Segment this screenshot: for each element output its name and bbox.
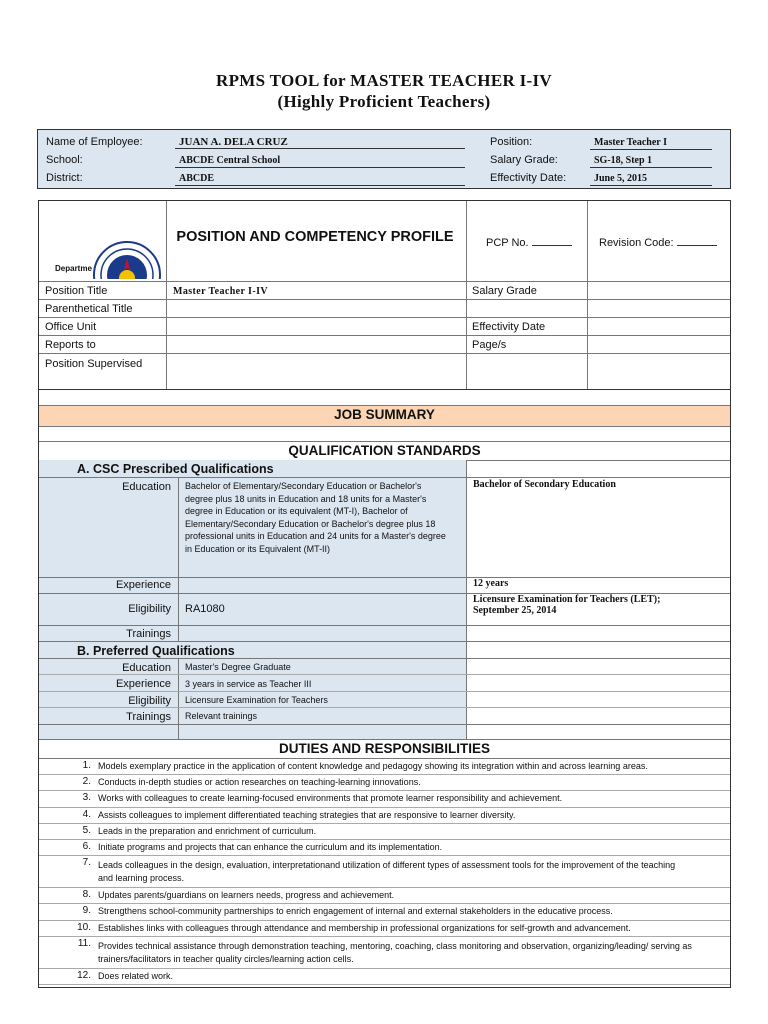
document-subtitle: (Highly Proficient Teachers): [277, 92, 491, 111]
department-text-partial: Departme: [55, 264, 92, 273]
preferred-eligibility-label: Eligibility: [128, 695, 171, 707]
revision-code-field[interactable]: [677, 245, 717, 246]
duty-item: Models exemplary practice in the application of content knowledge and pedagogy showing its integration within and across learning areas.: [98, 761, 648, 771]
employee-name-field[interactable]: JUAN A. DELA CRUZ: [175, 136, 465, 149]
school-field[interactable]: ABCDE Central School: [175, 155, 465, 168]
district-field[interactable]: ABCDE: [175, 173, 465, 186]
preferred-education-value: Master's Degree Graduate: [185, 662, 291, 672]
pcp-number-label: PCP No.: [486, 237, 572, 249]
preferred-trainings-value: Relevant trainings: [185, 711, 258, 721]
csc-eligibility-label: Eligibility: [128, 603, 171, 615]
duty-number: 12.: [77, 969, 91, 981]
csc-qualifications-heading: A. CSC Prescribed Qualifications: [77, 462, 274, 476]
csc-eligibility-value: RA1080: [185, 603, 225, 615]
duty-number: 6.: [82, 841, 91, 852]
duties-heading: DUTIES AND RESPONSIBILITIES: [278, 741, 491, 756]
duty-number: 7.: [82, 857, 91, 869]
effectivity-date-label: Effectivity Date:: [490, 172, 567, 184]
position-title-value: Master Teacher I-IV: [173, 286, 268, 297]
profile-heading: POSITION AND COMPETENCY PROFILE: [176, 229, 454, 245]
preferred-experience-value: 3 years in service as Teacher III: [185, 679, 312, 689]
duty-item: Strengthens school-community partnerships to enrich engagement of internal and external stakeholders in the educative process.: [98, 906, 613, 917]
preferred-trainings-label: Trainings: [126, 711, 171, 723]
preferred-education-label: Education: [122, 662, 171, 674]
duty-number: 1.: [82, 760, 91, 771]
duty-item: Assists colleagues to implement differentiated teaching strategies that are responsive to learner diversity.: [98, 809, 516, 820]
duty-number: 3.: [82, 792, 91, 804]
position-field[interactable]: Master Teacher I: [590, 137, 712, 150]
duty-number: 11.: [77, 937, 91, 949]
school-label: School:: [46, 154, 83, 166]
duty-item: Initiate programs and projects that can enhance the curriculum and its implementation.: [98, 842, 443, 852]
preferred-experience-label: Experience: [115, 678, 171, 690]
duty-number: 5.: [82, 824, 91, 836]
job-summary-heading: JOB SUMMARY: [334, 407, 435, 422]
csc-eligibility-actual: Licensure Examination for Teachers (LET); September 25, 2014: [473, 594, 661, 616]
pcp-number-field[interactable]: [532, 245, 572, 246]
parenthetical-title-label: Parenthetical Title: [45, 303, 133, 315]
duty-number: 9.: [82, 905, 91, 917]
duty-item: Establishes links with colleagues through attendance and membership in professional organizations for self-growth and advancement.: [98, 922, 631, 933]
duty-number: 4.: [82, 808, 91, 820]
position-label: Position:: [490, 136, 533, 148]
revision-code-label: Revision Code:: [599, 237, 717, 249]
duty-item: Leads colleagues in the design, evaluation, interpretationand utilization of different types of assessment tools for the improvement of the teaching and learning process.: [98, 860, 676, 884]
salary-grade-row-label: Salary Grade: [472, 285, 537, 297]
district-label: District:: [46, 172, 83, 184]
document-title: RPMS TOOL for MASTER TEACHER I-IV: [216, 71, 552, 90]
csc-education-requirement: Bachelor of Elementary/Secondary Education or Bachelor's degree plus 18 units in Education and 18 units for a Master's degree in Education or its equivalent (MT-I), Bachelor of Elementary/Secondary Education or Bachelor's degree plus 18 professional units in Education and 24 units for a Master's degree in Education or its Equivalent (MT-II): [185, 481, 446, 554]
duty-item: Provides technical assistance through demonstration teaching, mentoring, coaching, class monitoring and observation, organizing/leading/ serving as trainers/facilitators in teacher quality circles/learning action cells.: [98, 940, 692, 964]
employee-name-label: Name of Employee:: [46, 136, 143, 148]
csc-trainings-label: Trainings: [126, 628, 171, 640]
duty-item: Does related work.: [98, 970, 174, 981]
deped-seal-icon: [93, 241, 161, 279]
preferred-qualifications-heading: B. Preferred Qualifications: [77, 644, 235, 658]
reports-to-label: Reports to: [45, 339, 96, 351]
csc-experience-actual: 12 years: [473, 578, 509, 589]
deped-seal-area: [41, 229, 169, 279]
qualification-standards-heading: QUALIFICATION STANDARDS: [288, 443, 481, 458]
office-unit-label: Office Unit: [45, 321, 97, 333]
effectivity-date-field[interactable]: June 5, 2015: [590, 173, 712, 186]
effectivity-date-row-label: Effectivity Date: [472, 321, 546, 333]
duty-item: Works with colleagues to create learning-focused environments that promote learner responsibility and achievement.: [98, 793, 563, 804]
duty-number: 8.: [82, 889, 91, 901]
duty-number: 10.: [77, 921, 91, 933]
position-supervised-label: Position Supervised: [45, 358, 143, 370]
csc-education-actual: Bachelor of Secondary Education: [473, 479, 616, 490]
salary-grade-field[interactable]: SG-18, Step 1: [590, 155, 712, 168]
preferred-eligibility-value: Licensure Examination for Teachers: [185, 695, 328, 705]
competency-profile-form: [38, 200, 731, 988]
duty-number: 2.: [82, 776, 91, 788]
duty-item: Updates parents/guardians on learners needs, progress and achievement.: [98, 890, 395, 901]
duty-item: Conducts in-depth studies or action researches on teaching-learning innovations.: [98, 777, 421, 788]
pages-label: Page/s: [472, 339, 507, 351]
position-title-label: Position Title: [45, 285, 108, 297]
duty-item: Leads in the preparation and enrichment of curriculum.: [98, 825, 317, 836]
employee-info-box: [37, 129, 731, 189]
salary-grade-label: Salary Grade:: [490, 154, 558, 166]
csc-education-label: Education: [122, 481, 171, 493]
csc-experience-label: Experience: [115, 579, 171, 591]
